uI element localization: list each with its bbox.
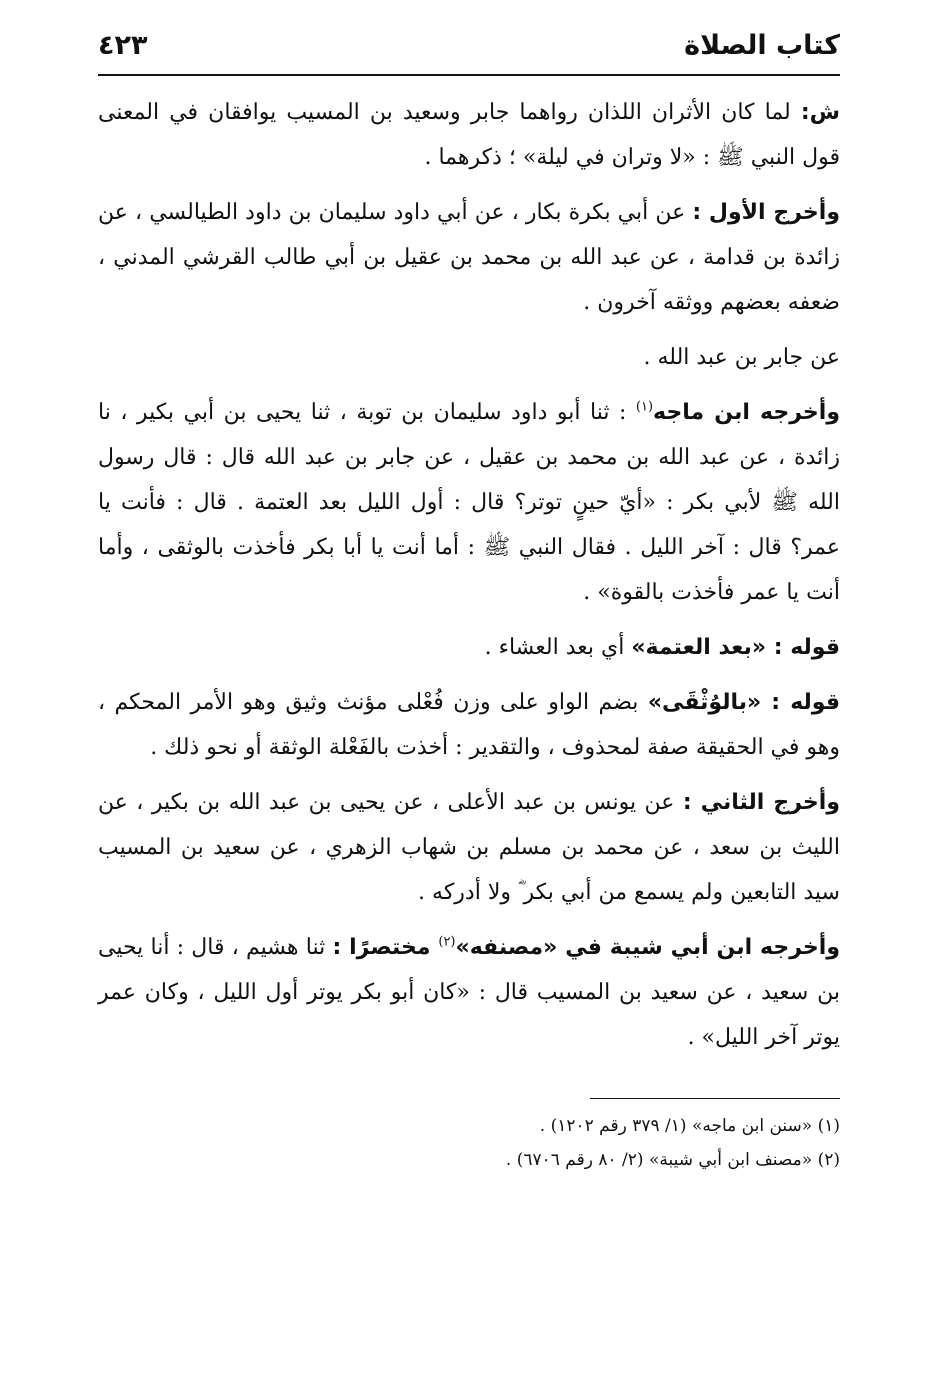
paragraph-text: عن جابر بن عبد الله . (643, 345, 840, 370)
running-header (98, 30, 840, 74)
paragraph (98, 390, 840, 615)
paragraph (98, 190, 840, 325)
paragraph (98, 925, 840, 1060)
header-rule (98, 74, 840, 76)
paragraph-text: لما كان الأثران اللذان رواهما جابر وسعيد بن المسيب يوافقان في المعنى قول النبي ﷺ : «لا وتران في ليلة» ؛ ذكرهما . (98, 100, 840, 170)
footnote: (١) «سنن ابن ماجه» (١/ ٣٧٩ رقم ١٢٠٢) . (539, 1116, 840, 1136)
paragraph (98, 780, 840, 915)
book-page (98, 30, 840, 1177)
paragraph-lead: قوله : «بعد العتمة» (631, 635, 840, 660)
footnote-ref: (١) (635, 399, 654, 415)
paragraph (98, 335, 840, 380)
paragraph-text: ثنا هشيم ، قال : أنا يحيى بن سعيد ، عن سعيد بن المسيب قال : «كان أبو بكر يوتر أول الليل ، وكان عمر يوتر آخر الليل» . (98, 935, 840, 1050)
footnote: (٢) «مصنف ابن أبي شيبة» (٢/ ٨٠ رقم ٦٧٠٦) . (505, 1150, 840, 1170)
page-number: ٤٢٣ (98, 30, 148, 61)
paragraph-text: عن يونس بن عبد الأعلى ، عن يحيى بن عبد الله بن بكير ، عن الليث بن سعد ، عن محمد بن مسلم بن شهاب الزهري ، عن سعيد بن المسيب سيد التابعين ولم يسمع من أبي بكر ؓ ولا أدركه . (98, 790, 840, 905)
paragraph (98, 90, 840, 180)
paragraph-lead: وأخرج الأول : (692, 200, 840, 225)
paragraph-lead-2: مختصرًا : (332, 935, 439, 960)
paragraph-lead: وأخرج الثاني : (682, 790, 840, 815)
paragraph-text: بضم الواو على وزن فُعْلى مؤنث وثيق وهو الأمر المحكم ، وهو في الحقيقة صفة لمحذوف ، والتقدير : أخذت بالفَعْلة الوثقة أو نحو ذلك . (98, 690, 840, 760)
paragraph-text: : ثنا أبو داود سليمان بن توبة ، ثنا يحيى بن أبي بكير ، نا زائدة ، عن عبد الله بن محمد بن عقيل ، عن جابر بن عبد الله قال : قال رسول الله ﷺ لأبي بكر : «أيّ حينٍ توتر؟ قال : أول الليل بعد العتمة . قال : فأنت يا عمر؟ قال : آخر الليل . فقال النبي ﷺ : أما أنت يا أبا بكر فأخذت بالوثقى ، وأما أنت يا عمر فأخذت بالقوة» . (98, 400, 840, 605)
paragraph-lead: وأخرجه ابن أبي شيبة في «مصنفه» (455, 935, 840, 960)
footnote-rule (590, 1098, 840, 1099)
footnotes (98, 1109, 840, 1177)
footnote-ref: (٢) (438, 934, 456, 950)
paragraph-lead: ش: (800, 100, 840, 125)
body-text (98, 90, 840, 1060)
paragraph-text: أي بعد العشاء . (484, 635, 632, 660)
paragraph-lead: وأخرجه ابن ماجه (653, 400, 841, 425)
paragraph (98, 680, 840, 770)
paragraph-text: عن أبي بكرة بكار ، عن أبي داود سليمان بن داود الطيالسي ، عن زائدة بن قدامة ، عن عبد الله بن محمد بن عقيل بن أبي طالب القرشي المدني ، ضعفه بعضهم ووثقه آخرون . (98, 200, 840, 315)
paragraph-lead: قوله : «بالوُثْقَى» (647, 690, 840, 715)
paragraph (98, 625, 840, 670)
book-title: كتاب الصلاة (684, 30, 840, 61)
